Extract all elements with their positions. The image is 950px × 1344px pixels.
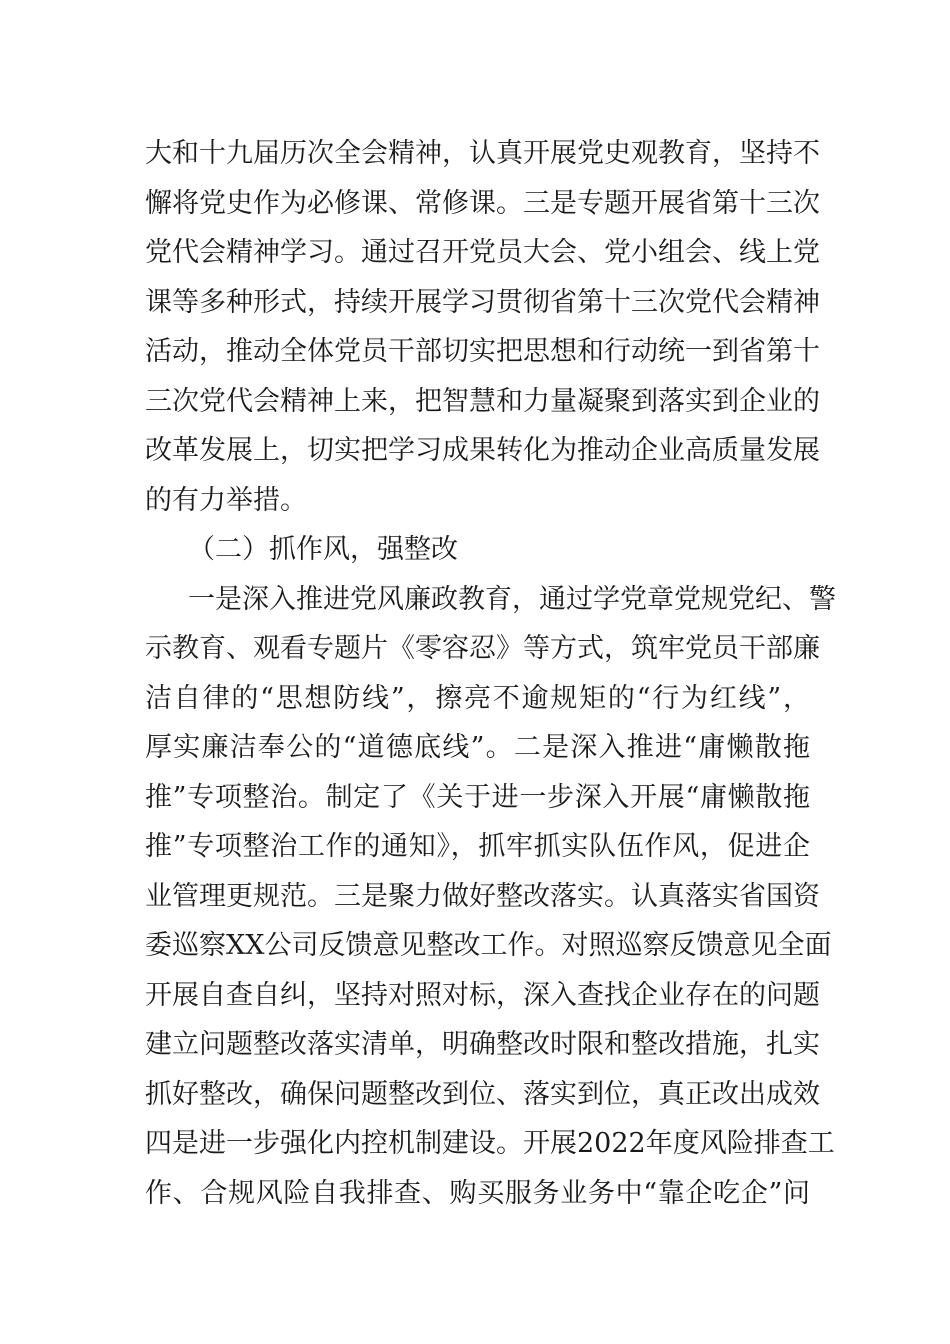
paragraph-2-line: 建立问题整改落实清单，明确整改时限和整改措施，扎实 (145, 1029, 820, 1060)
paragraph-2-line: 厚实廉洁奉公的“道德底线”。二是深入推进“庸懒散拖 (145, 732, 810, 763)
paragraph-1-line: 改革发展上，切实把学习成果转化为推动企业高质量发展 (145, 435, 820, 466)
paragraph-2-line: 开展自查自纠，坚持对照对标，深入查找企业存在的问题 (145, 980, 820, 1011)
paragraph-1-line: 的有力举措。 (145, 485, 307, 516)
paragraph-1-line: 党代会精神学习。通过召开党员大会、党小组会、线上党 (145, 237, 820, 268)
paragraph-2-line: 委巡察XX公司反馈意见整改工作。对照巡察反馈意见全面 (145, 930, 832, 961)
paragraph-2-line: 业管理更规范。三是聚力做好整改落实。认真落实省国资 (145, 881, 820, 912)
paragraph-2-line: 推”专项整治工作的通知》，抓牢抓实队伍作风，促进企 (145, 831, 810, 862)
paragraph-2-line: 推”专项整治。制定了《关于进一步深入开展“庸懒散拖 (145, 782, 810, 813)
paragraph-2-line: 示教育、观看专题片《零容忍》等方式，筑牢党员干部廉 (145, 633, 820, 664)
paragraph-2-line: 洁自律的“思想防线”，擦亮不逾规矩的“行为红线”， (145, 683, 810, 714)
paragraph-1-line: 懈将党史作为必修课、常修课。三是专题开展省第十三次 (145, 188, 820, 219)
paragraph-1-line: 课等多种形式，持续开展学习贯彻省第十三次党代会精神 (145, 287, 820, 318)
paragraph-2-line: 抓好整改，确保问题整改到位、落实到位，真正改出成效 (145, 1079, 820, 1110)
paragraph-1-line: 三次党代会精神上来，把智慧和力量凝聚到落实到企业的 (145, 386, 820, 417)
paragraph-2-line: 四是进一步强化内控机制建设。开展2022年度风险排查工 (145, 1128, 835, 1159)
paragraph-2-line: 作、合规风险自我排查、购买服务业务中“靠企吃企”问 (145, 1178, 810, 1209)
paragraph-1-line: 活动，推动全体党员干部切实把思想和行动统一到省第十 (145, 336, 820, 367)
paragraph-2-line: 一是深入推进党风廉政教育，通过学党章党规党纪、警 (188, 584, 836, 615)
section-heading: （二）抓作风，强整改 (188, 534, 458, 565)
paragraph-1-line: 大和十九届历次全会精神，认真开展党史观教育，坚持不 (145, 138, 820, 169)
